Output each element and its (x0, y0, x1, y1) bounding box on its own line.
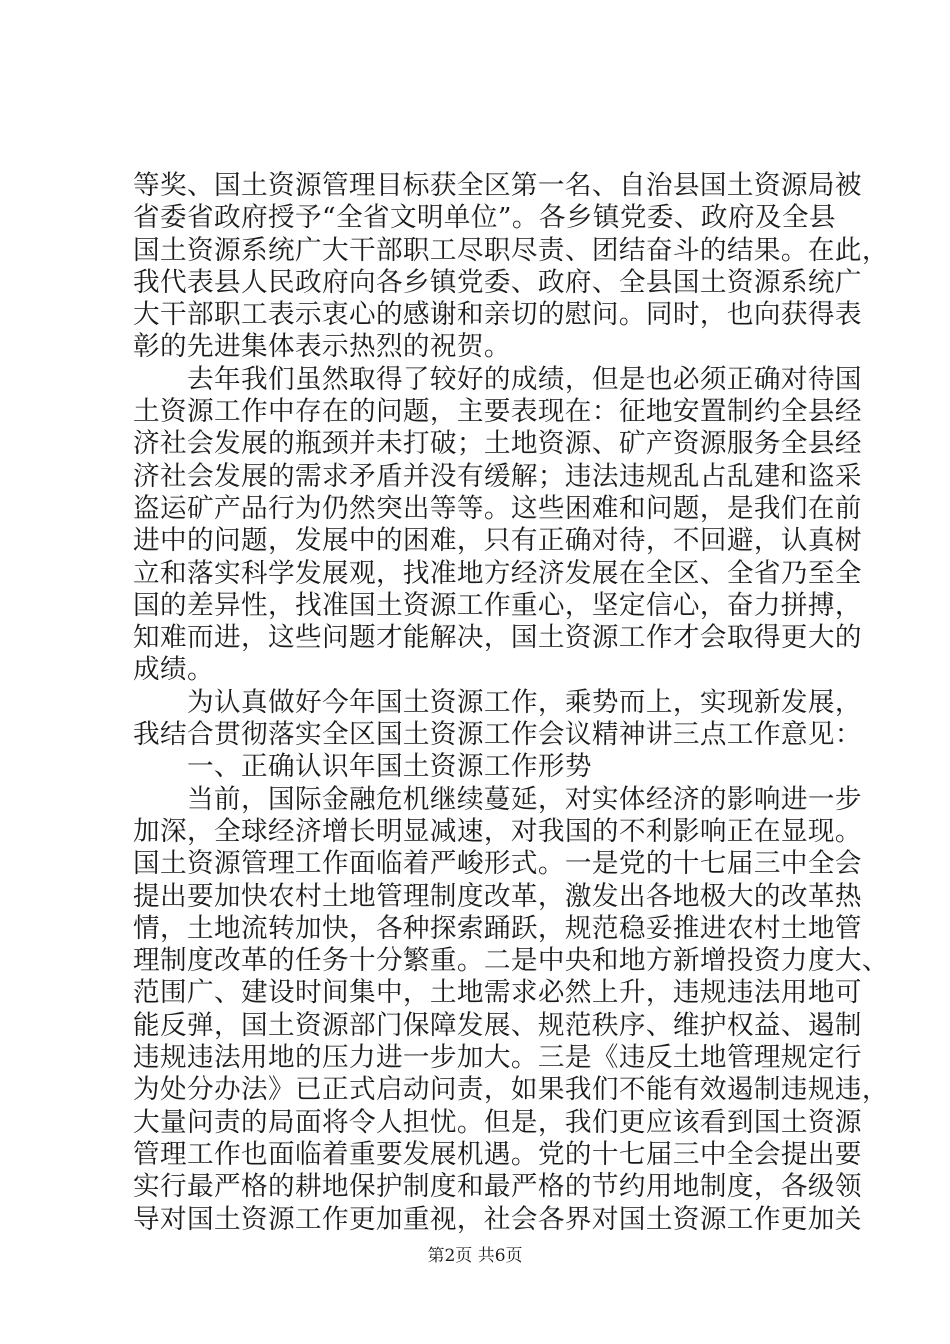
text-line: 国土资源系统广大干部职工尽职尽责、团结奋斗的结果。在此， (133, 234, 889, 266)
text-line: 情，土地流转加快，各种探索踊跃，规范稳妥推进农村土地管 (133, 912, 862, 944)
text-line: 当前，国际金融危机继续蔓延，对实体经济的影响进一步 (133, 783, 862, 815)
page-number-footer: 第2页 共6页 (427, 1246, 523, 1266)
text-line: 知难而进，这些问题才能解决，国土资源工作才会取得更大的 (133, 622, 862, 654)
text-line: 我代表县人民政府向各乡镇党委、政府、全县国土资源系统广 (133, 266, 862, 298)
section-heading: 一、正确认识年国土资源工作形势 (133, 751, 592, 783)
text-line: 国的差异性，找准国土资源工作重心，坚定信心，奋力拼搏， (133, 589, 862, 621)
text-line: 大量问责的局面将令人担忧。但是，我们更应该看到国土资源 (133, 1106, 862, 1138)
text-line: 为处分办法》已正式启动问责，如果我们不能有效遏制违规违， (133, 1074, 889, 1106)
text-line: 我结合贯彻落实全区国土资源工作会议精神讲三点工作意见： (133, 719, 862, 751)
text-line: 管理工作也面临着重要发展机遇。党的十七届三中全会提出要 (133, 1138, 862, 1170)
text-line: 国土资源管理工作面临着严峻形式。一是党的十七届三中全会 (133, 848, 862, 880)
text-line: 实行最严格的耕地保护制度和最严格的节约用地制度，各级领 (133, 1171, 862, 1203)
text-line: 导对国土资源工作更加重视，社会各界对国土资源工作更加关 (133, 1203, 862, 1235)
text-line: 理制度改革的任务十分繁重。二是中央和地方新增投资力度大、 (133, 945, 889, 977)
text-line: 省委省政府授予“全省文明单位”。各乡镇党委、政府及全县 (133, 202, 836, 234)
text-line: 提出要加快农村土地管理制度改革，激发出各地极大的改革热 (133, 880, 862, 912)
text-line: 能反弹，国土资源部门保障发展、规范秩序、维护权益、遏制 (133, 1009, 862, 1041)
text-line: 济社会发展的需求矛盾并没有缓解；违法违规乱占乱建和盗采 (133, 460, 862, 492)
text-line: 去年我们虽然取得了较好的成绩，但是也必须正确对待国 (133, 363, 862, 395)
text-line: 范围广、建设时间集中，土地需求必然上升，违规违法用地可 (133, 977, 862, 1009)
text-line: 为认真做好今年国土资源工作，乘势而上，实现新发展， (133, 686, 862, 718)
text-line: 彰的先进集体表示热烈的祝贺。 (133, 331, 511, 363)
text-line: 等奖、国土资源管理目标获全区第一名、自治县国土资源局被 (133, 170, 862, 201)
text-line: 济社会发展的瓶颈并未打破；土地资源、矿产资源服务全县经 (133, 428, 862, 460)
text-line: 土资源工作中存在的问题，主要表现在：征地安置制约全县经 (133, 396, 862, 428)
text-line: 违规违法用地的压力进一步加大。三是《违反土地管理规定行 (133, 1042, 862, 1074)
text-line: 成绩。 (133, 654, 214, 686)
text-line: 进中的问题，发展中的困难，只有正确对待，不回避，认真树 (133, 525, 862, 557)
text-line: 加深，全球经济增长明显减速，对我国的不利影响正在显现。 (133, 815, 862, 847)
text-line: 立和落实科学发展观，找准地方经济发展在全区、全省乃至全 (133, 557, 862, 589)
text-line: 大干部职工表示衷心的感谢和亲切的慰问。同时，也向获得表 (133, 299, 862, 331)
text-line: 盗运矿产品行为仍然突出等等。这些困难和问题，是我们在前 (133, 492, 862, 524)
body-text (133, 170, 889, 1236)
